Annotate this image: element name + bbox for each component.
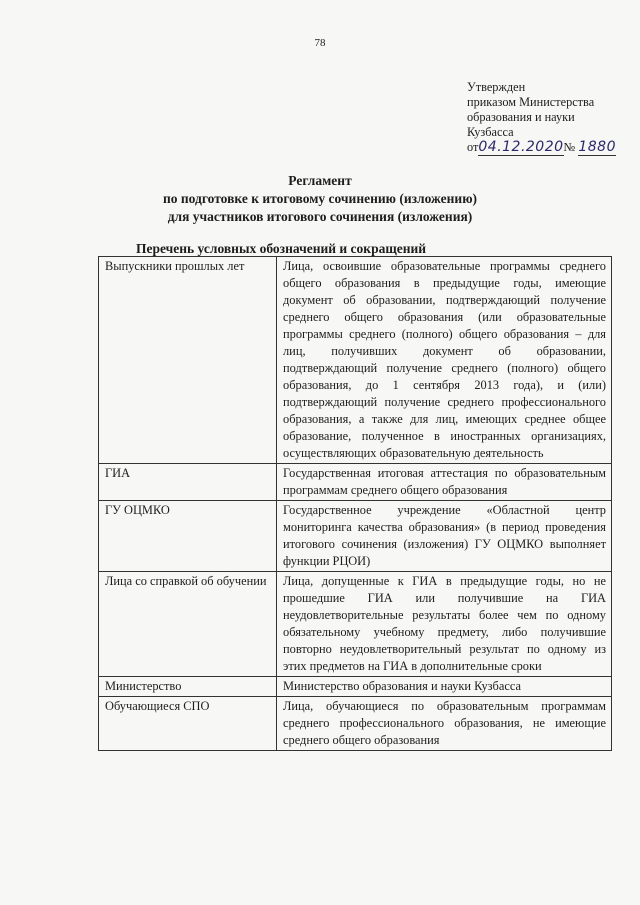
term-cell: Обучающиеся СПО	[99, 697, 277, 751]
term-cell: Министерство	[99, 677, 277, 697]
term-cell: Лица со справкой об обучении	[99, 572, 277, 677]
approval-line: образования и науки	[467, 110, 575, 124]
table-row	[99, 257, 612, 464]
definition-cell: Государственная итоговая аттестация по образовательным программам среднего общего образования	[277, 464, 612, 501]
title-line: по подготовке к итоговому сочинению (изложению)	[162, 191, 478, 206]
document-title	[0, 172, 640, 226]
handwritten-order-number: 1880	[578, 139, 616, 155]
handwritten-date: 04.12.2020	[478, 139, 564, 155]
approval-line: Утвержден	[467, 80, 526, 94]
term-cell: ГУ ОЦМКО	[99, 501, 277, 572]
table-row	[99, 464, 612, 501]
table-row	[99, 697, 612, 751]
date-prefix: от	[467, 140, 479, 154]
definition-cell: Лица, освоившие образовательные программы среднего общего образования в предыдущие годы, имеющие документ об образовании, подтверждающий получение среднего общего образования (или образовательные программы среднего (полного) общего образования – для лиц, получивших документ об образовании, подтверждающий получение среднего (полного) общего образования, до 1 сентября 2013 года), и (или) подтверждающий получение среднего профессионального образования, а также для лиц, имеющих среднее общее образование, полученное в иностранных организациях, осуществляющих образовательную деятельность	[277, 257, 612, 464]
term-cell: ГИА	[99, 464, 277, 501]
number-prefix: №	[563, 140, 576, 154]
definition-cell: Лица, допущенные к ГИА в предыдущие годы, но не прошедшие ГИА или получившие на ГИА неудовлетворительные результаты более чем по одному обязательному учебному предмету, либо получившие повторно неудовлетворительный результат по одному из этих предметов на ГИА в дополнительные сроки	[277, 572, 612, 677]
title-line: для участников итогового сочинения (изложения)	[167, 209, 473, 224]
approval-date-line	[467, 140, 616, 155]
approval-stamp	[467, 80, 616, 155]
approval-line: Кузбасса	[467, 125, 514, 139]
title-line: Регламент	[288, 173, 352, 188]
definition-cell: Государственное учреждение «Областной центр мониторинга качества образования» (в период проведения итогового сочинения (изложения) ГУ ОЦМКО выполняет функции РЦОИ)	[277, 501, 612, 572]
abbreviations-heading: Перечень условных обозначений и сокращений	[136, 241, 427, 256]
approval-line: приказом Министерства	[467, 95, 595, 109]
abbreviations-table	[98, 256, 612, 751]
definition-cell: Лица, обучающиеся по образовательным программам среднего профессионального образования, не имеющие среднего общего образования	[277, 697, 612, 751]
definition-cell: Министерство образования и науки Кузбасса	[277, 677, 612, 697]
term-cell: Выпускники прошлых лет	[99, 257, 277, 464]
page-number: 78	[314, 37, 326, 49]
table-row	[99, 501, 612, 572]
table-row	[99, 677, 612, 697]
table-row	[99, 572, 612, 677]
